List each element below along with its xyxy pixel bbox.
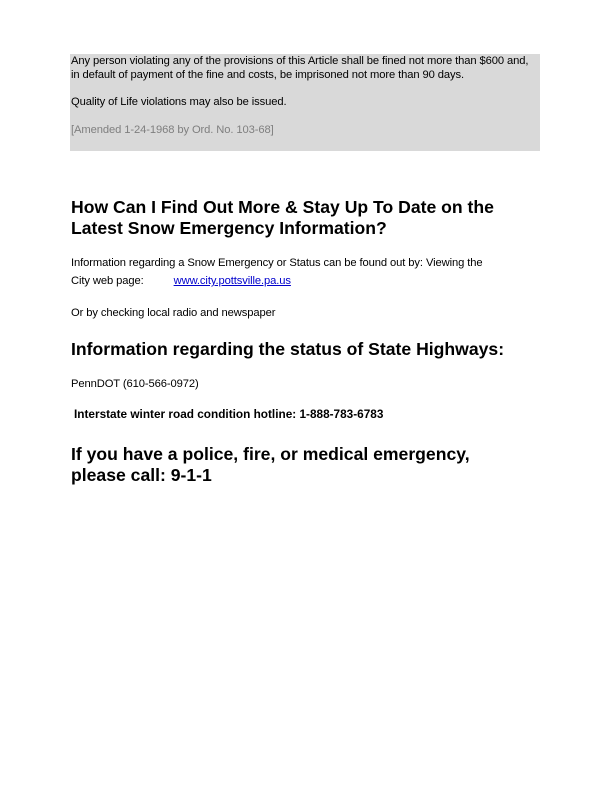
emergency-heading-line1: If you have a police, fire, or medical emergency, bbox=[71, 444, 470, 464]
emergency-heading-line2: please call: 9-1-1 bbox=[71, 465, 212, 485]
info-text-line2-prefix: City web page: bbox=[71, 275, 144, 287]
info-paragraph bbox=[71, 254, 482, 290]
state-highways-heading: Information regarding the status of State Highways: bbox=[71, 339, 505, 359]
find-out-more-heading bbox=[71, 197, 494, 239]
penndot-phone: PennDOT (610-566-0972) bbox=[71, 378, 199, 390]
find-out-more-heading-line2: Latest Snow Emergency Information? bbox=[71, 218, 387, 238]
find-out-more-heading-line1: How Can I Find Out More & Stay Up To Date on the bbox=[71, 197, 494, 217]
quality-of-life-paragraph: Quality of Life violations may also be issued. bbox=[71, 96, 287, 109]
winter-road-hotline: Interstate winter road condition hotline: 1-888-783-6783 bbox=[74, 407, 384, 421]
amendment-note: [Amended 1-24-1968 by Ord. No. 103-68] bbox=[71, 123, 274, 136]
penalty-notice-box bbox=[70, 54, 540, 151]
penalty-paragraph: Any person violating any of the provisions of this Article shall be fined not more than $600 and, in default of payment of the fine and costs, be imprisoned not more than 90 days. bbox=[71, 55, 529, 81]
emergency-heading bbox=[71, 444, 470, 486]
radio-newspaper-text: Or by checking local radio and newspaper bbox=[71, 307, 276, 319]
city-website-link[interactable]: www.city.pottsville.pa.us bbox=[173, 275, 291, 287]
info-text-line1: Information regarding a Snow Emergency or Status can be found out by: Viewing the bbox=[71, 257, 483, 269]
